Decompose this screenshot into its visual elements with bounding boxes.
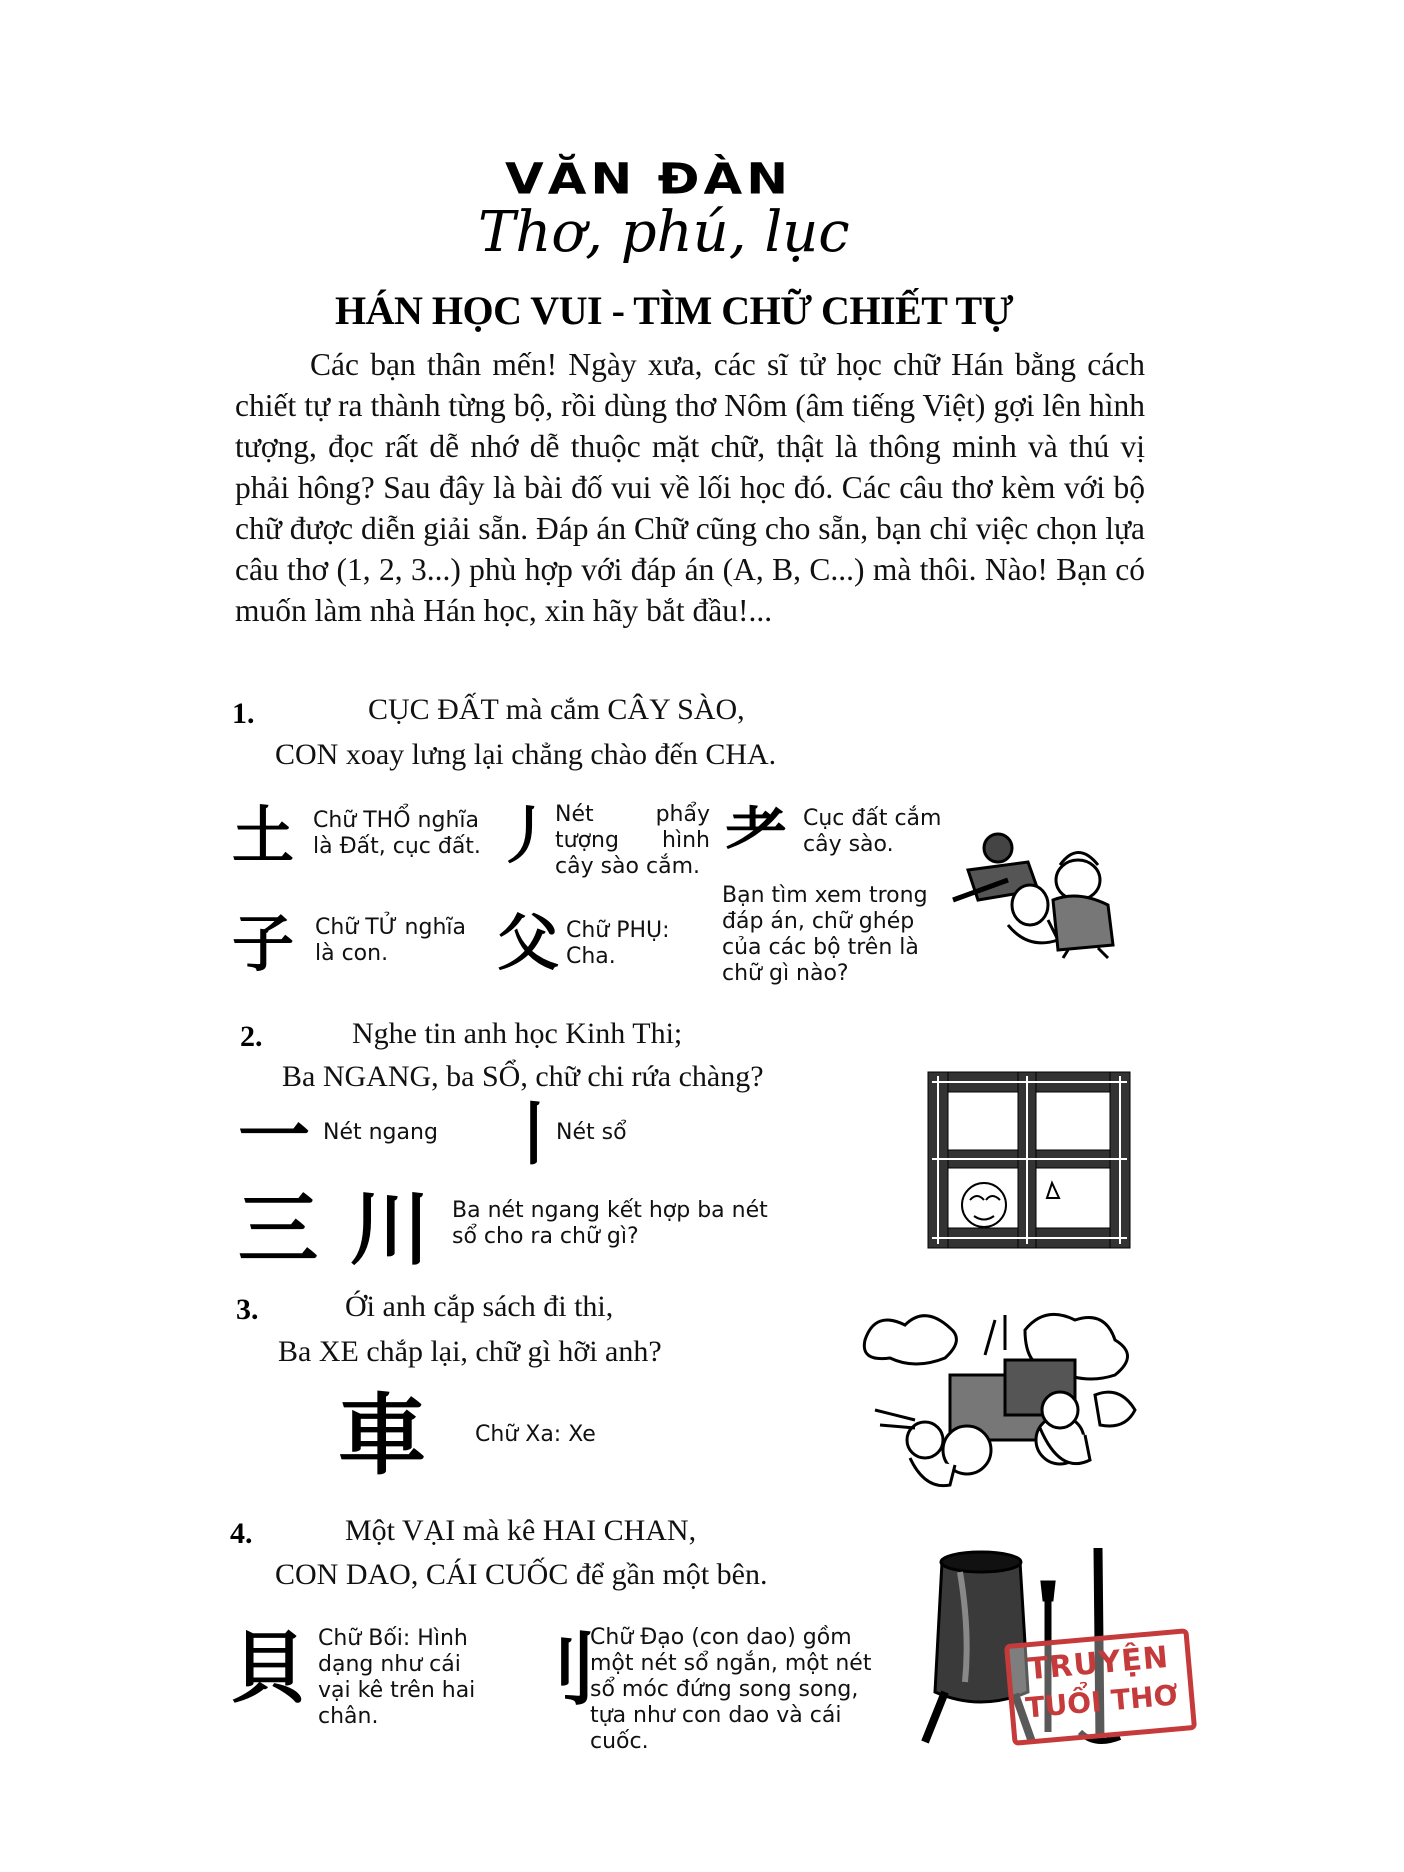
watermark-line-1: TRUYỆN xyxy=(1026,1640,1171,1688)
note-tu: Chữ TỬ nghĩa là con. xyxy=(315,915,466,966)
puzzle-3-number: 3. xyxy=(236,1293,259,1326)
radical-tho-glyph: 土 xyxy=(232,799,295,872)
illustration-characters xyxy=(948,830,1138,960)
character-dao-glyph: 刂 xyxy=(520,1626,599,1716)
illustration-window-grid xyxy=(922,1068,1137,1253)
puzzle-2-line-2: Ba NGANG, ba SỔ, chữ chi rứa chàng? xyxy=(282,1060,764,1093)
note-boi: Chữ Bối: Hình dạng như cái vại kê trên hai chân. xyxy=(318,1626,476,1729)
stroke-ngang-glyph: 一 xyxy=(238,1094,311,1178)
note-ngang: Nét ngang xyxy=(323,1120,438,1145)
puzzle-2-number: 2. xyxy=(240,1020,263,1053)
watermark-stamp xyxy=(1004,1628,1197,1746)
note-question-1: Bạn tìm xem trong đáp án, chữ ghép của các bộ trên là chữ gì nào? xyxy=(722,883,928,986)
note-question-2: Ba nét ngang kết hợp ba nét sổ cho ra chữ gì? xyxy=(452,1198,768,1249)
puzzle-2-line-1: Nghe tin anh học Kinh Thi; xyxy=(352,1017,683,1050)
radical-phu-glyph: 父 xyxy=(497,906,560,979)
character-tam-glyph: 三 xyxy=(238,1183,318,1276)
puzzle-1-number: 1. xyxy=(232,697,255,730)
stroke-phay-glyph: 丿 xyxy=(495,799,558,872)
note-tho: Chữ THỔ nghĩa là Đất, cục đất. xyxy=(313,808,481,859)
puzzle-4-number: 4. xyxy=(230,1517,253,1550)
intro-paragraph: Các bạn thân mến! Ngày xưa, các sĩ tử học chữ Hán bằng cách chiết tự ra thành từng bộ, rồi dùng thơ Nôm (âm tiếng Việt) gợi lên hình tượng, đọc rất dễ nhớ dễ thuộc mặt chữ, thật là thông minh và thú vị phải hông? Sau đây là bài đố vui về lối học đó. Các câu thơ kèm với bộ chữ được diễn giải sẵn. Đáp án Chữ cũng cho sẵn, bạn chỉ việc chọn lựa câu thơ (1, 2, 3...) phù hợp với đáp án (A, B, C...) mà thôi. Nào! Bạn có muốn làm nhà Hán học, xin hãy bắt đầu!... xyxy=(235,347,1145,628)
character-xuyen-glyph: 川 xyxy=(350,1183,430,1276)
section-logo: VĂN ĐÀN xyxy=(505,154,793,204)
stroke-so-glyph: 丨 xyxy=(500,1096,569,1175)
puzzle-4-line-2: CON DAO, CÁI CUỐC để gần một bên. xyxy=(275,1558,768,1591)
radical-tu-glyph: 子 xyxy=(232,907,295,980)
note-dao: Chữ Đạo (con dao) gồm một nét sổ ngắn, một nét sổ móc đứng song song, tựa như con dao và cái cuốc. xyxy=(590,1625,872,1754)
note-phu: Chữ PHỤ: Cha. xyxy=(566,918,670,969)
puzzle-3-line-2: Ba XE chắp lại, chữ gì hỡi anh? xyxy=(278,1335,662,1368)
character-xa-glyph: 車 xyxy=(338,1384,427,1487)
puzzle-3-line-1: Ới anh cắp sách đi thi, xyxy=(345,1290,614,1323)
watermark-line-2: TUỔI THƠ xyxy=(1024,1678,1180,1725)
combined-glyph: 耂 xyxy=(725,796,788,869)
page-title: HÁN HỌC VUI - TÌM CHỮ CHIẾT TỰ xyxy=(335,288,1014,333)
section-logo-subtitle: Thơ, phú, lục xyxy=(478,200,850,265)
note-xa: Chữ Xa: Xe xyxy=(475,1422,596,1447)
character-boi-glyph: 貝 xyxy=(230,1624,309,1714)
puzzle-1-line-1: CỤC ĐẤT mà cắm CÂY SÀO, xyxy=(368,693,745,726)
puzzle-1-line-2: CON xoay lưng lại chẳng chào đến CHA. xyxy=(275,738,777,771)
note-so: Nét sổ xyxy=(556,1120,627,1145)
note-combined: Cục đất cắm cây sào. xyxy=(803,806,942,857)
puzzle-4-line-1: Một VẠI mà kê HAI CHAN, xyxy=(345,1514,697,1547)
illustration-carts xyxy=(855,1300,1145,1505)
note-phay: Nét phẩy tượng hình cây sào cắm. xyxy=(555,802,710,879)
